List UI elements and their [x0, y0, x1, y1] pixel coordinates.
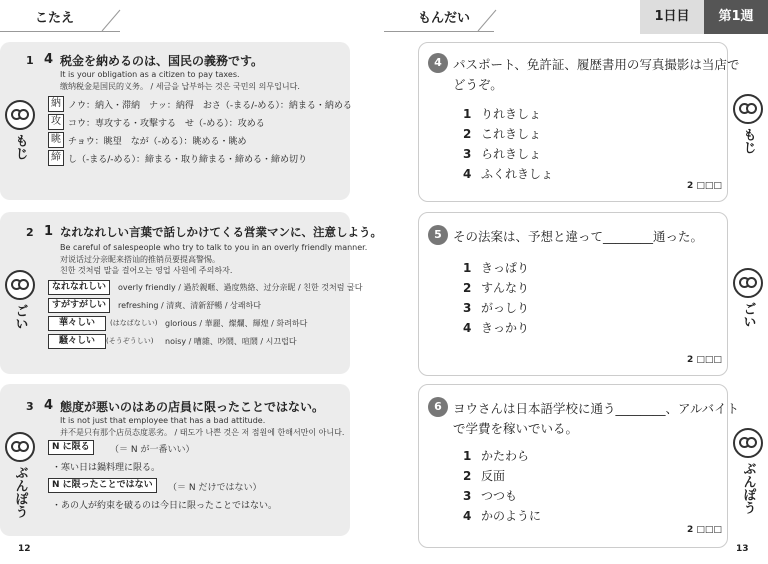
question-box-6: [418, 384, 740, 548]
vocab-reading: (はなばなしい): [110, 319, 158, 327]
chinese-translation: 对说话过分亲昵来搭讪的推销员要提高警惕。: [60, 255, 220, 264]
question-text-line: その法案は、予想と違って________通った。: [453, 229, 704, 244]
question-box-4: [418, 42, 740, 202]
answer-sentence: 態度が悪いのはあの店員に限ったことではない。: [60, 400, 325, 414]
check-boxes[interactable]: 2 □□□: [687, 525, 722, 535]
question-number: 2: [26, 226, 34, 239]
side-label-bunpou: [732, 428, 764, 514]
vocab-word: すがすがしい: [48, 298, 110, 313]
side-label-moji: [4, 100, 36, 160]
side-label-bunpou: [4, 432, 36, 518]
option-4[interactable]: 4 きっかり: [463, 321, 530, 335]
owl-icon: [5, 432, 35, 462]
option-3[interactable]: 3 つつも: [463, 489, 518, 503]
side-label-goi: [732, 268, 764, 328]
right-page: [384, 0, 768, 564]
option-3[interactable]: 3 られきしょ: [463, 147, 542, 161]
owl-icon: [733, 428, 763, 458]
side-label-moji: [732, 94, 764, 154]
side-label-text: もじ: [12, 134, 28, 160]
question-box-5: [418, 212, 728, 376]
page-number-right: 13: [736, 544, 749, 554]
kanji-box: 締: [48, 150, 64, 166]
check-boxes[interactable]: 2 □□□: [687, 355, 722, 365]
answer-sentence: 税金を納めるのは、国民の義務です。: [60, 54, 264, 68]
grammar-example: ・あの人が約束を破るのは今日に限ったことではない。: [52, 501, 278, 511]
question-number: 3: [26, 400, 34, 413]
option-1[interactable]: 1 りれきしょ: [463, 107, 542, 121]
kanji-box: 眺: [48, 132, 64, 148]
option-4[interactable]: 4 かのように: [463, 509, 542, 523]
question-text-line: どうぞ。: [453, 77, 503, 92]
side-label-text: ごい: [12, 304, 28, 330]
page-number-left: 12: [18, 544, 31, 554]
side-label-text: もじ: [740, 128, 756, 154]
kanji-reading: ノウ：納入・滞納 ナッ：納得 おさ（-まる/-める）：納まる・納める: [68, 101, 352, 111]
vocab-gloss: glorious / 華麗、燦爛、輝煌 / 화려하다: [165, 319, 308, 328]
answer-header: こたえ: [35, 11, 75, 26]
vocab-word: 騒々しい: [48, 334, 106, 349]
question-number-circle: 5: [428, 225, 448, 245]
vocab-gloss: overly friendly / 過於親暱、過度熟絡、过分亲昵 / 친한 것처럼 굴다: [118, 283, 363, 292]
question-header: もんだい: [418, 11, 471, 26]
option-2[interactable]: 2 すんなり: [463, 281, 530, 295]
vocab-gloss: refreshing / 清爽、清新舒暢 / 상쾌하다: [118, 301, 261, 310]
grammar-pattern: N に限る: [48, 440, 94, 455]
week-label: 第1週: [704, 0, 768, 34]
kanji-reading: コウ：専攻する・攻撃する せ（-める）：攻める: [68, 119, 265, 129]
owl-icon: [733, 94, 763, 124]
kanji-box: 納: [48, 96, 64, 112]
owl-icon: [5, 100, 35, 130]
side-label-text: ぶんぽう: [12, 466, 28, 518]
question-text-line: ヨウさんは日本語学校に通う________、アルバイト: [453, 401, 740, 416]
answer-sentence: なれなれしい言葉で話しかけてくる営業マンに、注意しよう。: [60, 225, 382, 239]
question-text-line: パスポート、免許証、履歴書用の写真撮影は当店で: [453, 57, 740, 72]
answer-number: 1: [44, 224, 54, 239]
answer-number: 4: [44, 52, 54, 67]
check-boxes[interactable]: 2 □□□: [687, 181, 722, 191]
korean-translation: 친한 것처럼 말을 걸어오는 영업 사원에 주의하자.: [60, 266, 233, 275]
owl-icon: [5, 270, 35, 300]
question-number-circle: 6: [428, 397, 448, 417]
question-text-line: で学費を稼いでいる。: [453, 421, 579, 436]
option-1[interactable]: 1 かたわら: [463, 449, 530, 463]
question-number: 1: [26, 54, 34, 67]
side-label-goi: [4, 270, 36, 330]
day-label: 1日目: [640, 0, 704, 34]
side-label-text: ぶんぽう: [740, 462, 756, 514]
header-slash: [100, 8, 124, 32]
kanji-box: 攻: [48, 114, 64, 130]
grammar-pattern: N に限ったことではない: [48, 478, 157, 493]
answer-box-1: [0, 42, 350, 200]
option-2[interactable]: 2 反面: [463, 469, 506, 483]
grammar-example: ・寒い日は鍋料理に限る。: [52, 463, 161, 473]
option-1[interactable]: 1 きっぱり: [463, 261, 530, 275]
side-label-text: ごい: [740, 302, 756, 328]
vocab-reading: (そうぞうしい): [106, 337, 154, 345]
vocab-word: 華々しい: [48, 316, 106, 331]
english-translation: It is not just that employee that has a bad attitude.: [60, 416, 266, 425]
answer-box-2: [0, 212, 382, 374]
answer-box-3: [0, 384, 350, 536]
option-4[interactable]: 4 ふくれきしょ: [463, 167, 554, 181]
chinese-korean-translation: 并不是只有那个店员态度恶劣。 / 태도가 나쁜 것은 저 점원에 한해서만이 아니다.: [60, 428, 345, 437]
option-2[interactable]: 2 これきしょ: [463, 127, 542, 141]
english-translation: Be careful of salespeople who try to talk to you in an overly friendly manner.: [60, 243, 368, 252]
header-slash: [476, 8, 500, 32]
kanji-reading: チョウ：眺望 なが（-める）：眺める・眺め: [68, 137, 247, 147]
question-number-circle: 4: [428, 53, 448, 73]
answer-number: 4: [44, 398, 54, 413]
owl-icon: [733, 268, 763, 298]
english-translation: It is your obligation as a citizen to pay taxes.: [60, 70, 240, 79]
vocab-word: なれなれしい: [48, 280, 110, 295]
kanji-reading: し（-まる/-める）：締まる・取り締まる・締める・締め切り: [68, 155, 308, 165]
grammar-note: （＝ N が一番いい）: [110, 445, 195, 455]
vocab-gloss: noisy / 嘈雜、吵鬧、喧鬧 / 시끄럽다: [165, 337, 297, 346]
grammar-note: （＝ N だけではない）: [168, 483, 262, 493]
chinese-korean-translation: 缴纳税金是国民的义务。 / 세금을 납부하는 것은 국민의 의무입니다.: [60, 82, 300, 91]
option-3[interactable]: 3 がっしり: [463, 301, 530, 315]
